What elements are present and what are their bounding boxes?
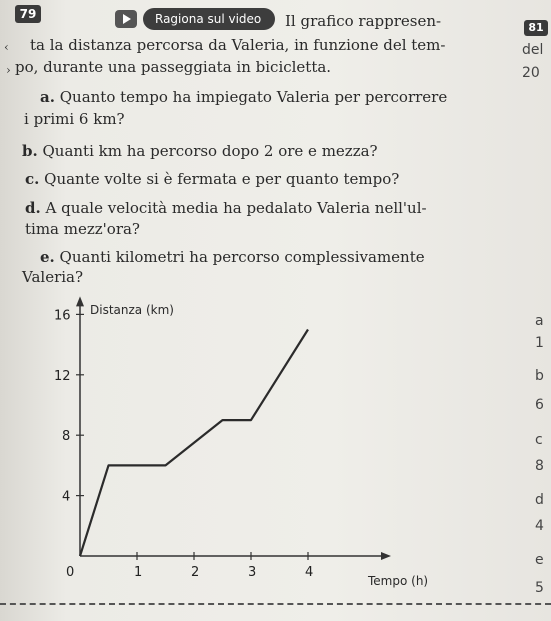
y-tick-label: 16 <box>54 308 71 324</box>
margin-mark: › <box>6 63 11 77</box>
margin-letter: 1 <box>535 335 544 351</box>
exercise-number: 79 <box>19 7 37 21</box>
x-tick-label: 2 <box>191 565 200 580</box>
distance-line <box>80 330 308 557</box>
margin-letter: c <box>535 432 543 448</box>
question-letter: b. <box>22 142 38 160</box>
y-tick-label: 12 <box>54 368 71 384</box>
x-axis-label: Tempo (h) <box>368 574 429 588</box>
page-cut-line <box>0 603 551 605</box>
y-axis-arrow <box>76 296 84 306</box>
margin-text-top2: 20 <box>522 65 540 81</box>
x-tick-label: 0 <box>66 565 75 580</box>
question-letter: c. <box>25 170 40 188</box>
question-letter: e. <box>40 248 55 266</box>
x-tick-label: 4 <box>305 565 314 580</box>
exercise-intro-line3: po, durante una passeggiata in bicicletta. <box>15 58 332 76</box>
question-text: Quante volte si è fermata e per quanto tempo? <box>44 170 400 188</box>
margin-letter: b <box>535 368 544 384</box>
margin-letter: 4 <box>535 518 544 534</box>
exercise-intro-line1: Il grafico rappresen- <box>285 12 442 30</box>
margin-mark: ‹ <box>4 40 9 54</box>
margin-letter: 5 <box>535 580 544 596</box>
margin-letter: e <box>535 552 544 568</box>
x-axis-arrow <box>381 552 391 560</box>
margin-letter: 6 <box>535 397 544 413</box>
question-d-cont: tima mezz'ora? <box>25 220 140 238</box>
x-tick-label: 3 <box>248 565 257 580</box>
x-tick-label: 1 <box>134 565 143 580</box>
question-text: A quale velocità media ha pedalato Valeria nell'ul- <box>45 199 427 217</box>
question-letter: a. <box>40 88 55 106</box>
video-label: Ragiona sul video <box>155 12 262 26</box>
next-exercise-number: 81 <box>528 21 544 34</box>
question-text: Quanti km ha percorso dopo 2 ore e mezza? <box>42 142 378 160</box>
margin-letter: a <box>535 313 544 329</box>
question-letter: d. <box>25 199 41 217</box>
y-tick-label: 4 <box>62 489 71 505</box>
y-axis-label: Distanza (km) <box>90 303 174 317</box>
margin-text-top: del <box>522 42 544 58</box>
margin-letter: d <box>535 492 544 508</box>
question-e-cont: Valeria? <box>22 268 84 286</box>
question-text: Quanto tempo ha impiegato Valeria per percorrere <box>59 88 448 106</box>
margin-letter: 8 <box>535 458 544 474</box>
question-text: Quanti kilometri ha percorso complessivamente <box>59 248 425 266</box>
question-a-cont: i primi 6 km? <box>24 110 125 128</box>
exercise-intro-line2: ta la distanza percorsa da Valeria, in funzione del tem- <box>30 36 446 54</box>
y-tick-label: 8 <box>62 429 71 445</box>
